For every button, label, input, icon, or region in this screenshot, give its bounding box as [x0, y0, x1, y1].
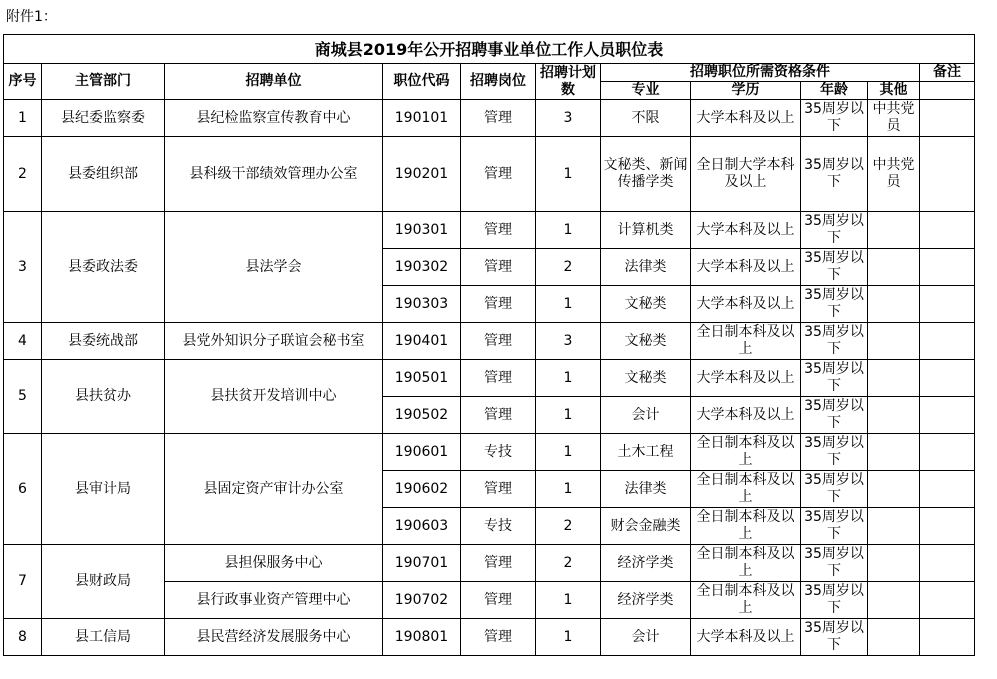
cell-education: 全日制本科及以上	[691, 508, 801, 545]
cell-post: 专技	[461, 434, 536, 471]
cell-note	[920, 286, 975, 323]
cell-unit: 县固定资产审计办公室	[165, 434, 383, 545]
cell-note	[920, 471, 975, 508]
cell-count: 1	[536, 212, 601, 249]
cell-count: 3	[536, 100, 601, 137]
header-other: 其他	[868, 82, 920, 100]
cell-other	[868, 619, 920, 656]
header-note-blank	[920, 82, 975, 100]
cell-age: 35周岁以下	[801, 619, 868, 656]
cell-age: 35周岁以下	[801, 137, 868, 212]
cell-code: 190601	[383, 434, 461, 471]
cell-dept: 县扶贫办	[42, 360, 165, 434]
cell-other	[868, 545, 920, 582]
cell-code: 190501	[383, 360, 461, 397]
cell-dept: 县委政法委	[42, 212, 165, 323]
cell-note	[920, 212, 975, 249]
cell-note	[920, 508, 975, 545]
header-seq: 序号	[4, 64, 42, 100]
cell-post: 管理	[461, 249, 536, 286]
header-note: 备注	[920, 64, 975, 82]
cell-unit: 县民营经济发展服务中心	[165, 619, 383, 656]
cell-major: 文秘类	[601, 323, 691, 360]
cell-post: 管理	[461, 471, 536, 508]
cell-count: 1	[536, 619, 601, 656]
cell-count: 2	[536, 249, 601, 286]
cell-age: 35周岁以下	[801, 249, 868, 286]
cell-age: 35周岁以下	[801, 545, 868, 582]
cell-code: 190701	[383, 545, 461, 582]
cell-seq: 2	[4, 137, 42, 212]
cell-code: 190101	[383, 100, 461, 137]
cell-post: 管理	[461, 619, 536, 656]
cell-note	[920, 360, 975, 397]
cell-major: 经济学类	[601, 545, 691, 582]
cell-seq: 5	[4, 360, 42, 434]
cell-seq: 6	[4, 434, 42, 545]
cell-dept: 县委组织部	[42, 137, 165, 212]
header-dept: 主管部门	[42, 64, 165, 100]
cell-education: 大学本科及以上	[691, 619, 801, 656]
cell-major: 文秘类	[601, 286, 691, 323]
cell-post: 管理	[461, 137, 536, 212]
cell-count: 2	[536, 545, 601, 582]
cell-age: 35周岁以下	[801, 100, 868, 137]
cell-dept: 县财政局	[42, 545, 165, 619]
cell-other	[868, 286, 920, 323]
cell-count: 1	[536, 360, 601, 397]
cell-other	[868, 434, 920, 471]
table-row	[4, 323, 975, 360]
cell-count: 1	[536, 434, 601, 471]
header-code: 职位代码	[383, 64, 461, 100]
job-position-table	[3, 34, 975, 656]
header-qualifications: 招聘职位所需资格条件	[601, 64, 920, 82]
cell-unit: 县担保服务中心	[165, 545, 383, 582]
cell-code: 190603	[383, 508, 461, 545]
table-row	[4, 212, 975, 249]
cell-post: 专技	[461, 508, 536, 545]
cell-post: 管理	[461, 360, 536, 397]
cell-age: 35周岁以下	[801, 434, 868, 471]
header-age: 年龄	[801, 82, 868, 100]
cell-age: 35周岁以下	[801, 323, 868, 360]
cell-post: 管理	[461, 582, 536, 619]
cell-education: 全日制本科及以上	[691, 323, 801, 360]
cell-note	[920, 619, 975, 656]
cell-count: 1	[536, 397, 601, 434]
cell-unit: 县党外知识分子联谊会秘书室	[165, 323, 383, 360]
cell-education: 大学本科及以上	[691, 286, 801, 323]
table-row	[4, 434, 975, 471]
cell-education: 大学本科及以上	[691, 249, 801, 286]
cell-post: 管理	[461, 100, 536, 137]
cell-post: 管理	[461, 397, 536, 434]
cell-post: 管理	[461, 286, 536, 323]
cell-age: 35周岁以下	[801, 212, 868, 249]
header-post: 招聘岗位	[461, 64, 536, 100]
cell-other	[868, 471, 920, 508]
cell-code: 190302	[383, 249, 461, 286]
cell-other	[868, 249, 920, 286]
cell-code: 190602	[383, 471, 461, 508]
cell-note	[920, 582, 975, 619]
cell-count: 1	[536, 137, 601, 212]
cell-other	[868, 360, 920, 397]
cell-age: 35周岁以下	[801, 508, 868, 545]
header-unit: 招聘单位	[165, 64, 383, 100]
header-major: 专业	[601, 82, 691, 100]
cell-age: 35周岁以下	[801, 397, 868, 434]
cell-other: 中共党员	[868, 137, 920, 212]
cell-age: 35周岁以下	[801, 360, 868, 397]
cell-other: 中共党员	[868, 100, 920, 137]
table-row	[4, 100, 975, 137]
cell-major: 会计	[601, 397, 691, 434]
cell-code: 190801	[383, 619, 461, 656]
cell-seq: 1	[4, 100, 42, 137]
cell-education: 大学本科及以上	[691, 100, 801, 137]
cell-major: 文秘类、新闻传播学类	[601, 137, 691, 212]
cell-note	[920, 397, 975, 434]
cell-other	[868, 508, 920, 545]
cell-unit: 县法学会	[165, 212, 383, 323]
table-row	[4, 360, 975, 397]
cell-code: 190303	[383, 286, 461, 323]
cell-code: 190702	[383, 582, 461, 619]
table-body	[4, 100, 975, 656]
cell-unit: 县扶贫开发培训中心	[165, 360, 383, 434]
cell-major: 文秘类	[601, 360, 691, 397]
cell-other	[868, 582, 920, 619]
cell-major: 经济学类	[601, 582, 691, 619]
cell-education: 全日制本科及以上	[691, 582, 801, 619]
cell-unit: 县纪检监察宣传教育中心	[165, 100, 383, 137]
cell-education: 全日制大学本科及以上	[691, 137, 801, 212]
cell-code: 190401	[383, 323, 461, 360]
cell-education: 大学本科及以上	[691, 397, 801, 434]
cell-age: 35周岁以下	[801, 582, 868, 619]
cell-post: 管理	[461, 212, 536, 249]
cell-dept: 县工信局	[42, 619, 165, 656]
cell-other	[868, 212, 920, 249]
cell-major: 法律类	[601, 249, 691, 286]
cell-seq: 8	[4, 619, 42, 656]
header-education: 学历	[691, 82, 801, 100]
cell-major: 法律类	[601, 471, 691, 508]
table-row	[4, 545, 975, 582]
cell-dept: 县审计局	[42, 434, 165, 545]
cell-count: 2	[536, 508, 601, 545]
cell-education: 全日制本科及以上	[691, 545, 801, 582]
table-row	[4, 619, 975, 656]
cell-unit: 县行政事业资产管理中心	[165, 582, 383, 619]
cell-education: 全日制本科及以上	[691, 434, 801, 471]
cell-seq: 7	[4, 545, 42, 619]
cell-post: 管理	[461, 545, 536, 582]
cell-education: 大学本科及以上	[691, 360, 801, 397]
cell-major: 会计	[601, 619, 691, 656]
cell-major: 土木工程	[601, 434, 691, 471]
attachment-label: 附件1：	[6, 9, 57, 25]
cell-dept: 县委统战部	[42, 323, 165, 360]
cell-code: 190301	[383, 212, 461, 249]
cell-note	[920, 323, 975, 360]
cell-code: 190201	[383, 137, 461, 212]
cell-seq: 3	[4, 212, 42, 323]
cell-other	[868, 323, 920, 360]
cell-other	[868, 397, 920, 434]
cell-major: 计算机类	[601, 212, 691, 249]
cell-age: 35周岁以下	[801, 286, 868, 323]
cell-note	[920, 249, 975, 286]
cell-age: 35周岁以下	[801, 471, 868, 508]
cell-note	[920, 434, 975, 471]
cell-count: 1	[536, 471, 601, 508]
cell-count: 3	[536, 323, 601, 360]
cell-major: 不限	[601, 100, 691, 137]
cell-unit: 县科级干部绩效管理办公室	[165, 137, 383, 212]
cell-count: 1	[536, 286, 601, 323]
cell-major: 财会金融类	[601, 508, 691, 545]
cell-note	[920, 137, 975, 212]
cell-note	[920, 545, 975, 582]
table-title: 商城县2019年公开招聘事业单位工作人员职位表	[4, 35, 975, 64]
header-count: 招聘计划数	[536, 64, 601, 100]
cell-post: 管理	[461, 323, 536, 360]
table-row	[4, 137, 975, 212]
cell-note	[920, 100, 975, 137]
cell-dept: 县纪委监察委	[42, 100, 165, 137]
cell-education: 大学本科及以上	[691, 212, 801, 249]
cell-code: 190502	[383, 397, 461, 434]
cell-count: 1	[536, 582, 601, 619]
cell-seq: 4	[4, 323, 42, 360]
cell-education: 全日制本科及以上	[691, 471, 801, 508]
